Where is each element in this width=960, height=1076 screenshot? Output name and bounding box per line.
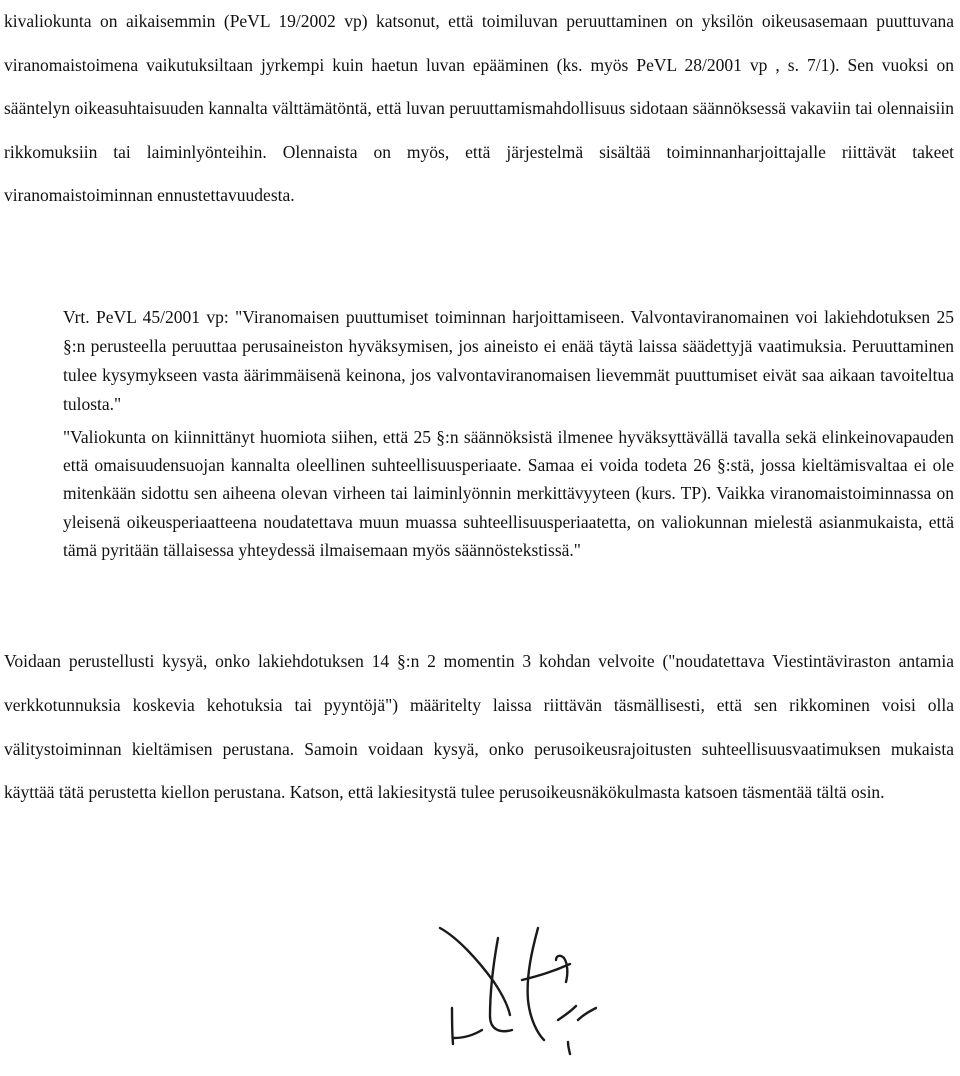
paragraph-opening: kivaliokunta on aikaisemmin (PeVL 19/2002 vp) katsonut, että toimiluvan peruuttaminen on yksilön oikeusasemaan puuttuvana viranomaistoimena vaikutuksiltaan jyrkempi kuin haetun luvan epääminen (ks. myös PeVL 28/2001 vp , s. 7/1). Sen vuoksi on sääntelyn oikeasuhtaisuuden kannalta välttämätöntä, että luvan peruuttamismahdollisuus sidotaan säännöksessä vakaviin tai olennaisiin rikkomuksiin tai laiminlyönteihin. Olennaista on myös, että järjestelmä sisältää toiminnanharjoittajalle riittävät takeet viranomaistoiminnan ennustettavuudesta.: [4, 11, 954, 206]
quote-valiokunta: "Valiokunta on kiinnittänyt huomiota siihen, että 25 §:n säännöksistä ilmenee hyväksyttävällä tavalla sekä elinkeinovapauden että omaisuudensuojan kannalta oleellinen suhteellisuusperiaate. Samaa ei voida todeta 26 §:stä, jossa kieltämisvaltaa ei ole mitenkään sidottu sen aiheena olevan virheen tai laiminlyönnin merkittävyyteen (kurs. TP). Vaikka viranomaistoiminnassa on yleisenä oikeusperiaatteena noudatettava muun muassa suhteellisuusperiaatetta, on valiokunnan mielestä asianmukaista, että tämä pyritään tällaisessa yhteydessä ilmaisemaan myös säännöstekstissä.": [63, 427, 954, 560]
quote-pevl-45-2001: Vrt. PeVL 45/2001 vp: "Viranomaisen puuttumiset toiminnan harjoittamiseen. Valvontaviranomainen voi lakiehdotuksen 25 §:n perusteella peruuttaa perusaineiston hyväksymisen, jos aineisto ei enää täytä laissa säädettyjä vaatimuksia. Peruuttaminen tulee kysymykseen vasta äärimmäisenä keinona, jos valvontaviranomaisen lievemmät puuttumiset eivät saa aikaan tavoiteltua tulosta.": [63, 307, 954, 414]
paragraph-conclusion: Voidaan perustellusti kysyä, onko lakiehdotuksen 14 §:n 2 momentin 3 kohdan velvoite ("noudatettava Viestintäviraston antamia verkkotunnuksia koskevia kehotuksia tai pyyntöjä") määritelty laissa riittävän täsmällisesti, että sen rikkominen voisi olla välitystoiminnan kieltämisen perustana. Samoin voidaan kysyä, onko perusoikeusrajoitusten suhteellisuusvaatimuksen mukaista käyttää tätä perustetta kiellon perustana. Katson, että lakiesitystä tulee perusoikeusnäkökulmasta katsoen täsmentää tältä osin.: [4, 651, 954, 803]
handwritten-signature: [428, 920, 603, 1065]
